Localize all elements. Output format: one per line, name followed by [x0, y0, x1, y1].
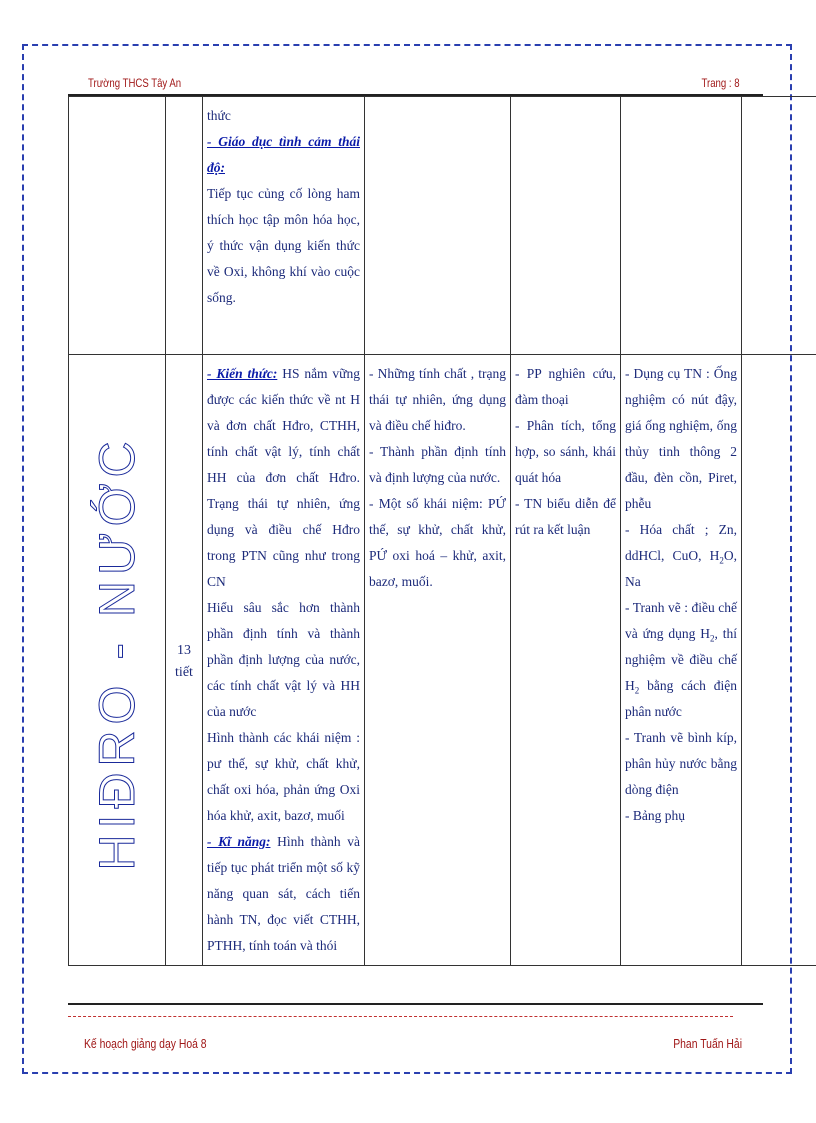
main-content-item: - Thành phần định tính và định lượng của nước. [369, 444, 506, 485]
method-item: - Phân tích, tổng hợp, so sánh, khái quát hóa [515, 418, 616, 485]
time-cell [166, 97, 203, 355]
main-content-cell [365, 355, 511, 966]
knowledge-label: - Kiến thức: [207, 366, 278, 381]
main-content-item: - Những tính chất , trạng thái tự nhiên, ứng dụng và điều chế hiđro. [369, 366, 506, 433]
methods-cell [511, 97, 621, 355]
knowledge-text-3: Hình thành các khái niệm : pư thế, sự khử, chất khử, chất oxi hóa, phản ứng Oxi hóa khử, axit, bazơ, muối [207, 730, 360, 823]
footer-author: Phan Tuấn Hải [673, 1036, 742, 1051]
main-content-cell [365, 97, 511, 355]
equipment-pictures: - Tranh vẽ : điều chế và ứng dụng $H_2$, thí nghiệm về điều chế $H_2$ bằng cách điện phân nước [625, 600, 737, 719]
methods-cell [511, 355, 621, 966]
equipment-tools: - Dụng cụ TN : Ống nghiệm có nút đậy, giá ống nghiệm, ống thủy tinh thông 2 đầu, đèn cồn, Piret, phễu [625, 366, 737, 511]
notes-cell [742, 355, 816, 966]
topic-title: HIĐRO - NƯỚC [89, 435, 145, 871]
notes-cell [742, 97, 816, 355]
main-content-item: - Một số khái niệm: PỨ thế, sự khử, chất khử, PỨ oxi hoá – khử, axit, bazơ, muối. [369, 496, 506, 589]
topic-cell [69, 355, 166, 966]
attitude-text: Tiếp tục củng cố lòng ham thích học tập môn hóa học, ý thức vận dụng kiến thức về Oxi, không khí vào cuộc sống. [207, 186, 360, 305]
knowledge-text-2: Hiểu sâu sắc hơn thành phần định tính và thành phần định lượng của nước, các tính chất vật lý và HH của nước [207, 600, 360, 719]
lesson-plan-table [68, 96, 816, 966]
equipment-cell [621, 97, 742, 355]
equipment-pictures-2: - Tranh vẽ bình kíp, phân hủy nước bằng dòng điện [625, 730, 737, 797]
knowledge-text: HS nắm vững được các kiến thức về nt H và đơn chất Hđro, CTHH, tính chất vật lý, tính chất HH của đơn chất Hđro. Trạng thái tự nhiên, ứng dụng và điều chế Hđro trong PTN cũng như trong CN [207, 366, 360, 589]
footer-dashed-rule [68, 1016, 733, 1017]
objectives-cell [203, 97, 365, 355]
footer-rule [68, 1003, 763, 1005]
header-school: Trường THCS Tây An [88, 76, 182, 90]
attitude-label: - Giáo dục tình cảm thái độ: [207, 134, 360, 175]
table-row [69, 355, 816, 966]
equipment-chemicals: - Hóa chất ; Zn, ddHCl, CuO, $H_2O$, Na [625, 522, 737, 589]
skill-paragraph [207, 829, 360, 959]
skill-label: - Kĩ năng: [207, 834, 271, 849]
method-item: - TN biểu diễn để rút ra kết luận [515, 496, 616, 537]
topic-cell [69, 97, 166, 355]
lesson-count [166, 640, 202, 684]
lesson-count-number: 13 [177, 643, 191, 658]
method-item: - PP nghiên cứu, đàm thoại [515, 366, 616, 407]
objectives-continuation: thức [207, 108, 231, 123]
skill-text: Hình thành và tiếp tục phát triển một số kỹ năng quan sát, cách tiến hành TN, đọc viết CTHH, PTHH, tính toán và thói [207, 834, 360, 953]
knowledge-paragraph [207, 361, 360, 595]
objectives-cell [203, 355, 365, 966]
footer-plan-title: Kế hoạch giảng dạy Hoá 8 [84, 1036, 207, 1051]
equipment-cell [621, 355, 742, 966]
table-row [69, 97, 816, 355]
header-page-number: Trang : 8 [701, 76, 740, 90]
equipment-board: - Bảng phụ [625, 808, 685, 823]
time-cell [166, 355, 203, 966]
lesson-count-unit: tiết [175, 665, 193, 680]
